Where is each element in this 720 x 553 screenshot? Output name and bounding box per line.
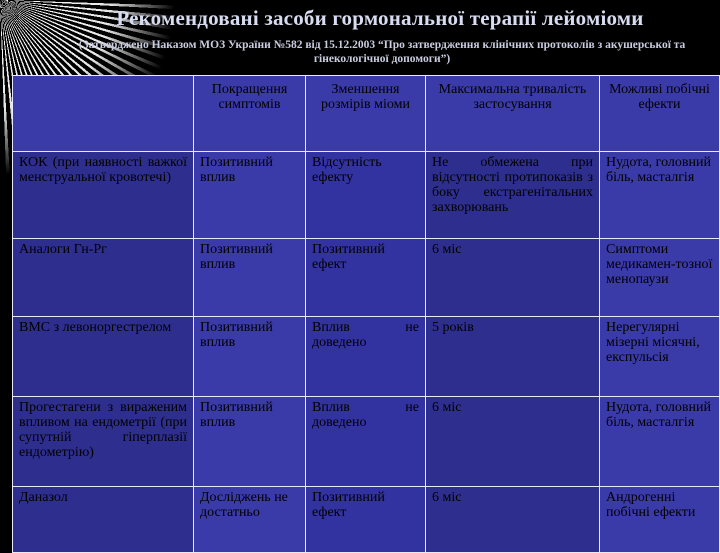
side-effects-cell: Нудота, головний біль, масталгія — [600, 152, 720, 239]
symptom-effect-cell: Позитивний вплив — [194, 397, 306, 487]
size-effect-cell: Позитивний ефект — [306, 487, 426, 553]
size-effect-cell: Вплив не доведено — [306, 397, 426, 487]
side-effects-cell: Симптоми медикамен-тозної менопаузи — [600, 239, 720, 317]
size-effect-cell: Відсутність ефекту — [306, 152, 426, 239]
drug-name-cell: Аналоги Гн-Рг — [13, 239, 194, 317]
size-effect-cell: Позитивний ефект — [306, 239, 426, 317]
table-header-row — [13, 76, 720, 152]
side-effects-cell: Андрогенні побічні ефекти — [600, 487, 720, 553]
symptom-effect-cell: Досліджень не достатньо — [194, 487, 306, 553]
header-symptom-improvement: Покращення симптомів — [194, 76, 306, 152]
slide-subtitle: (Затверджено Наказом МОЗ України №582 від 15.12.2003 “Про затвердження клінічних протоколів з акушерської та гінекологічної допомоги”) — [78, 39, 686, 65]
symptom-effect-cell: Позитивний вплив — [194, 152, 306, 239]
side-effects-cell: Нерегулярні мізерні місячні, експульсія — [600, 317, 720, 397]
duration-cell: 5 років — [426, 317, 600, 397]
table-row — [13, 152, 720, 239]
header-max-duration: Максимальна тривалість застосування — [426, 76, 600, 152]
header-corner-cell — [13, 76, 194, 152]
duration-cell: Не обмежена при відсутності протипоказів з боку екстрагенітальних захворювань — [426, 152, 600, 239]
table-row — [13, 239, 720, 317]
table-row — [13, 397, 720, 487]
therapy-table — [12, 75, 720, 553]
drug-name-cell: КОК (при наявності важкої менструальної кровотечі) — [13, 152, 194, 239]
drug-name-cell: Прогестагени з вираженим впливом на ендометрії (при супутній гіперплазії ендометрію) — [13, 397, 194, 487]
table-row — [13, 317, 720, 397]
drug-name-cell: ВМС з левоноргестрелом — [13, 317, 194, 397]
header-side-effects: Можливі побічні ефекти — [600, 76, 720, 152]
slide-title: Рекомендовані засоби гормональної терапії лейоміоми — [116, 6, 644, 30]
symptom-effect-cell: Позитивний вплив — [194, 317, 306, 397]
duration-cell: 6 міс — [426, 397, 600, 487]
size-effect-cell: Вплив не доведено — [306, 317, 426, 397]
table-row — [13, 487, 720, 553]
header-myoma-size-reduction: Зменшення розмірів міоми — [306, 76, 426, 152]
symptom-effect-cell: Позитивний вплив — [194, 239, 306, 317]
drug-name-cell: Даназол — [13, 487, 194, 553]
side-effects-cell: Нудота, головний біль, масталгія — [600, 397, 720, 487]
duration-cell: 6 міс — [426, 487, 600, 553]
duration-cell: 6 міс — [426, 239, 600, 317]
